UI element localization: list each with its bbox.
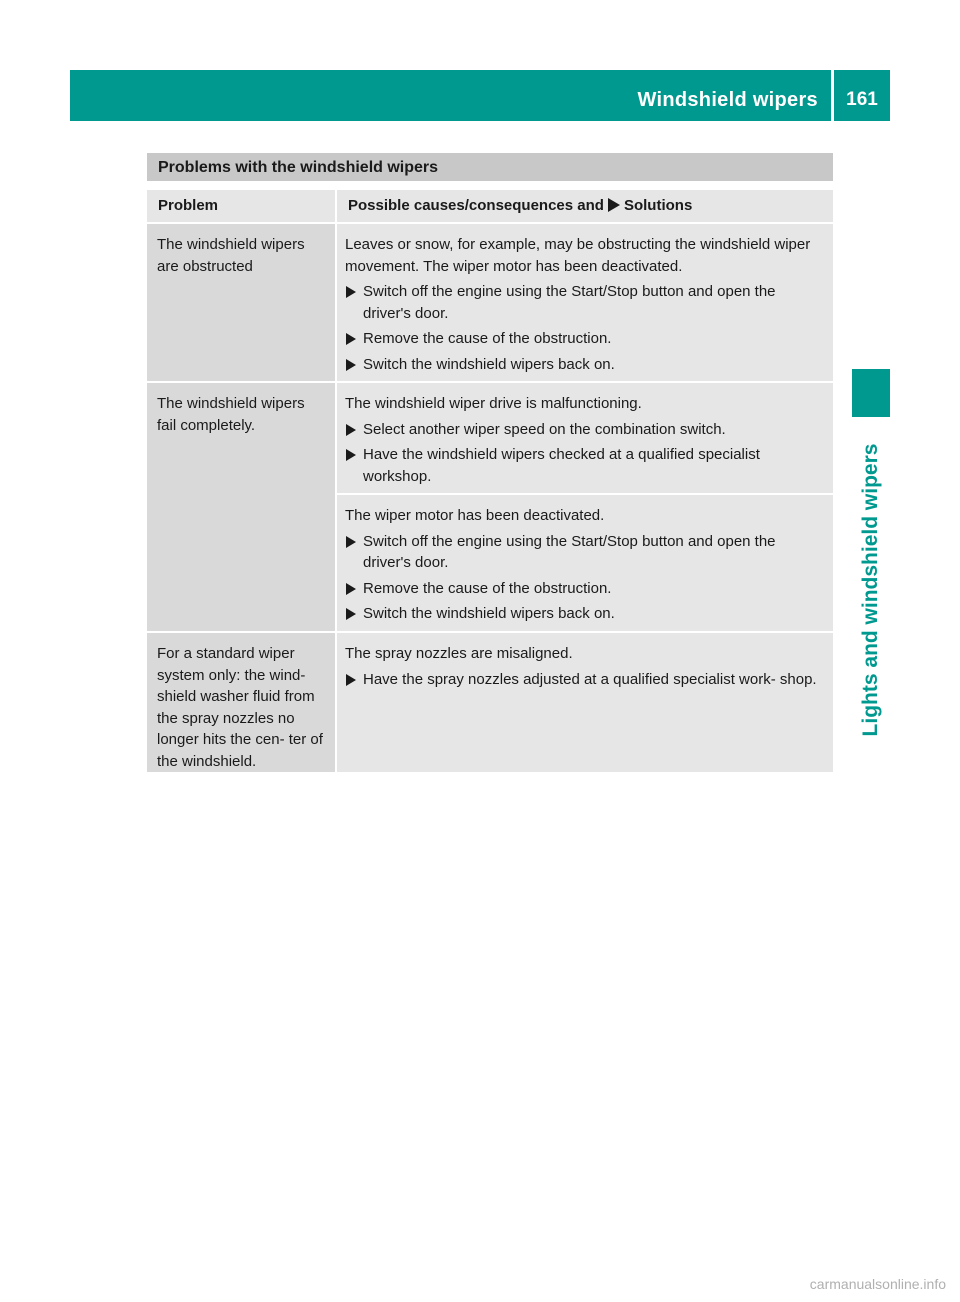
step-text: Switch the windshield wipers back on.: [363, 605, 615, 622]
action-arrow-icon: [346, 359, 356, 371]
solution-step: [345, 669, 827, 691]
section-title: Windshield wipers: [637, 89, 818, 111]
problem-text: For a standard wiper system only: the wind- shield washer fluid from the spray nozzles no longer hits the cen- ter of the windshield.: [157, 645, 323, 770]
solution-cell: [337, 224, 833, 381]
action-arrow-icon: [346, 583, 356, 595]
column-header-problem-label: Problem: [158, 197, 219, 214]
action-arrow-icon: [346, 608, 356, 620]
cause-text: The spray nozzles are misaligned.: [345, 645, 573, 662]
step-text: Switch off the engine using the Start/Stop button and open the driver's door.: [363, 532, 776, 571]
footer-watermark: carmanualsonline.info: [809, 1276, 946, 1292]
side-tab-label: Lights and windshield wipers: [859, 443, 882, 737]
solution-step: [345, 444, 827, 487]
action-arrow-icon: [346, 536, 356, 548]
step-text: Have the windshield wipers checked at a qualified specialist workshop.: [363, 446, 760, 485]
action-arrow-icon: [346, 449, 356, 461]
solution-step: [345, 419, 827, 441]
problem-cell: [147, 633, 335, 772]
cause-text: The wiper motor has been deactivated.: [345, 507, 605, 524]
problem-cell: [147, 224, 335, 381]
solution-step: [345, 531, 827, 574]
step-text: Remove the cause of the obstruction.: [363, 579, 612, 597]
problem-cell: [147, 383, 335, 631]
solution-step: [345, 578, 827, 600]
step-text: Have the spray nozzles adjusted at a qualified specialist work- shop.: [363, 670, 817, 688]
action-arrow-icon: [346, 333, 356, 345]
solution-cell: [337, 633, 833, 772]
solution-step: [345, 281, 827, 324]
cause-text: The windshield wiper drive is malfunctioning.: [345, 395, 642, 412]
step-text: Remove the cause of the obstruction.: [363, 330, 612, 347]
cause-text: Leaves or snow, for example, may be obstructing the windshield wiper movement. The wiper motor has been deactivated.: [345, 236, 811, 275]
problem-text: The windshield wipers fail completely.: [157, 395, 305, 434]
solution-cell: [337, 495, 833, 631]
step-text: Select another wiper speed on the combination switch.: [363, 420, 726, 438]
column-header-causes-label: Possible causes/consequences and: [348, 197, 604, 214]
action-arrow-icon: [608, 198, 620, 212]
solution-step: [345, 354, 827, 376]
problem-text: The windshield wipers are obstructed: [157, 236, 305, 275]
solution-cell: [337, 383, 833, 493]
action-arrow-icon: [346, 424, 356, 436]
table-title: Problems with the windshield wipers: [147, 153, 833, 181]
solution-step: [345, 603, 827, 625]
step-text: Switch off the engine using the Start/Stop button and open the driver's door.: [363, 283, 776, 322]
column-header-solutions: [337, 190, 833, 222]
solution-step: [345, 328, 827, 350]
column-header-problem: [147, 190, 335, 222]
action-arrow-icon: [346, 286, 356, 298]
page-number: 161: [846, 89, 878, 110]
side-tab-marker: [852, 369, 890, 417]
step-text: Switch the windshield wipers back on.: [363, 355, 615, 373]
column-header-solutions-label: Solutions: [623, 197, 693, 214]
action-arrow-icon: [346, 674, 356, 686]
